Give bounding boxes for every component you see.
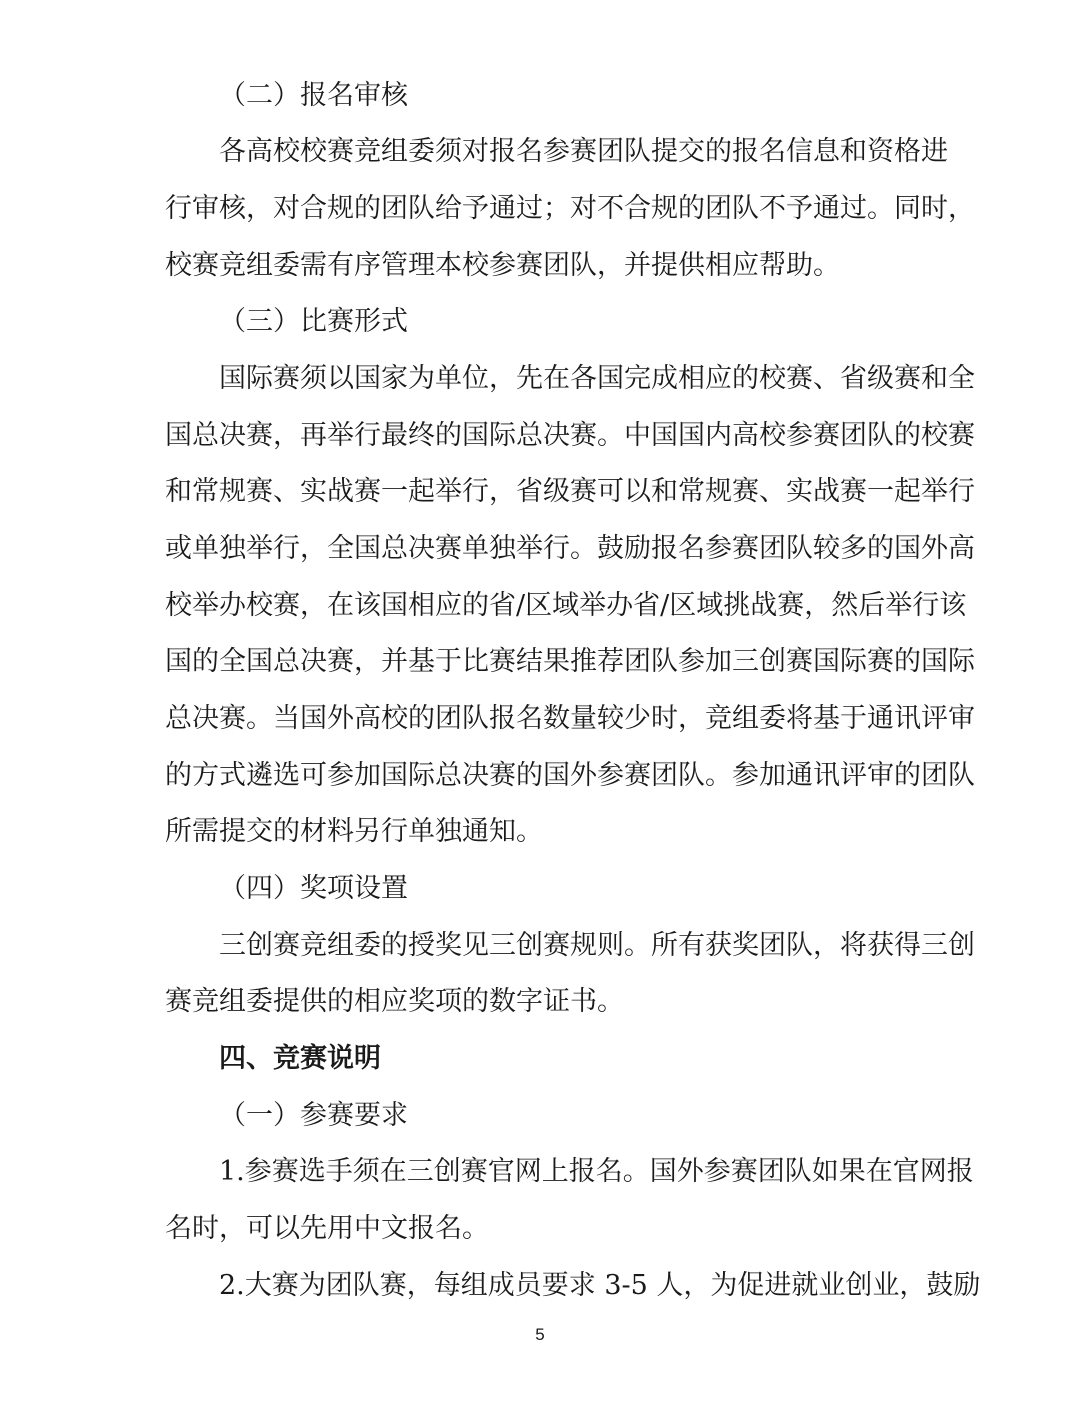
paragraph-line: 1.参赛选手须在三创赛官网上报名。国外参赛团队如果在官网报 [219,1156,974,1187]
paragraph-line: 赛竞组委提供的相应奖项的数字证书。 [165,986,624,1017]
paragraph-line: 2.大赛为团队赛，每组成员要求 3-5 人，为促进就业创业，鼓励 [219,1270,981,1301]
section-heading-competition-notes: 四、竞赛说明 [219,1043,381,1074]
heading-competition-format: （三）比赛形式 [219,306,408,337]
paragraph-line: 的方式遴选可参加国际总决赛的国外参赛团队。参加通讯评审的团队 [165,760,975,791]
paragraph-line: 和常规赛、实战赛一起举行，省级赛可以和常规赛、实战赛一起举行 [165,476,975,507]
paragraph-line: 行审核，对合规的团队给予通过；对不合规的团队不予通过。同时， [165,193,975,224]
paragraph-line: 国的全国总决赛，并基于比赛结果推荐团队参加三创赛国际赛的国际 [165,646,975,677]
heading-participation-requirements: （一）参赛要求 [219,1100,408,1131]
heading-registration-review: （二）报名审核 [219,80,408,111]
paragraph-line: 总决赛。当国外高校的团队报名数量较少时，竞组委将基于通讯评审 [165,703,975,734]
paragraph-line: 或单独举行，全国总决赛单独举行。鼓励报名参赛团队较多的国外高 [165,533,975,564]
paragraph-line: 所需提交的材料另行单独通知。 [165,816,543,847]
paragraph-line: 国总决赛，再举行最终的国际总决赛。中国国内高校参赛团队的校赛 [165,420,975,451]
paragraph-line: 国际赛须以国家为单位，先在各国完成相应的校赛、省级赛和全 [219,363,975,394]
paragraph-line: 名时，可以先用中文报名。 [165,1213,489,1244]
paragraph-line: 三创赛竞组委的授奖见三创赛规则。所有获奖团队，将获得三创 [219,930,975,961]
page-number: 5 [535,1325,545,1344]
paragraph-line: 各高校校赛竞组委须对报名参赛团队提交的报名信息和资格进 [219,136,948,167]
heading-award-settings: （四）奖项设置 [219,873,408,904]
paragraph-line: 校举办校赛，在该国相应的省/区域举办省/区域挑战赛，然后举行该 [165,590,967,621]
paragraph-line: 校赛竞组委需有序管理本校参赛团队，并提供相应帮助。 [165,250,840,281]
